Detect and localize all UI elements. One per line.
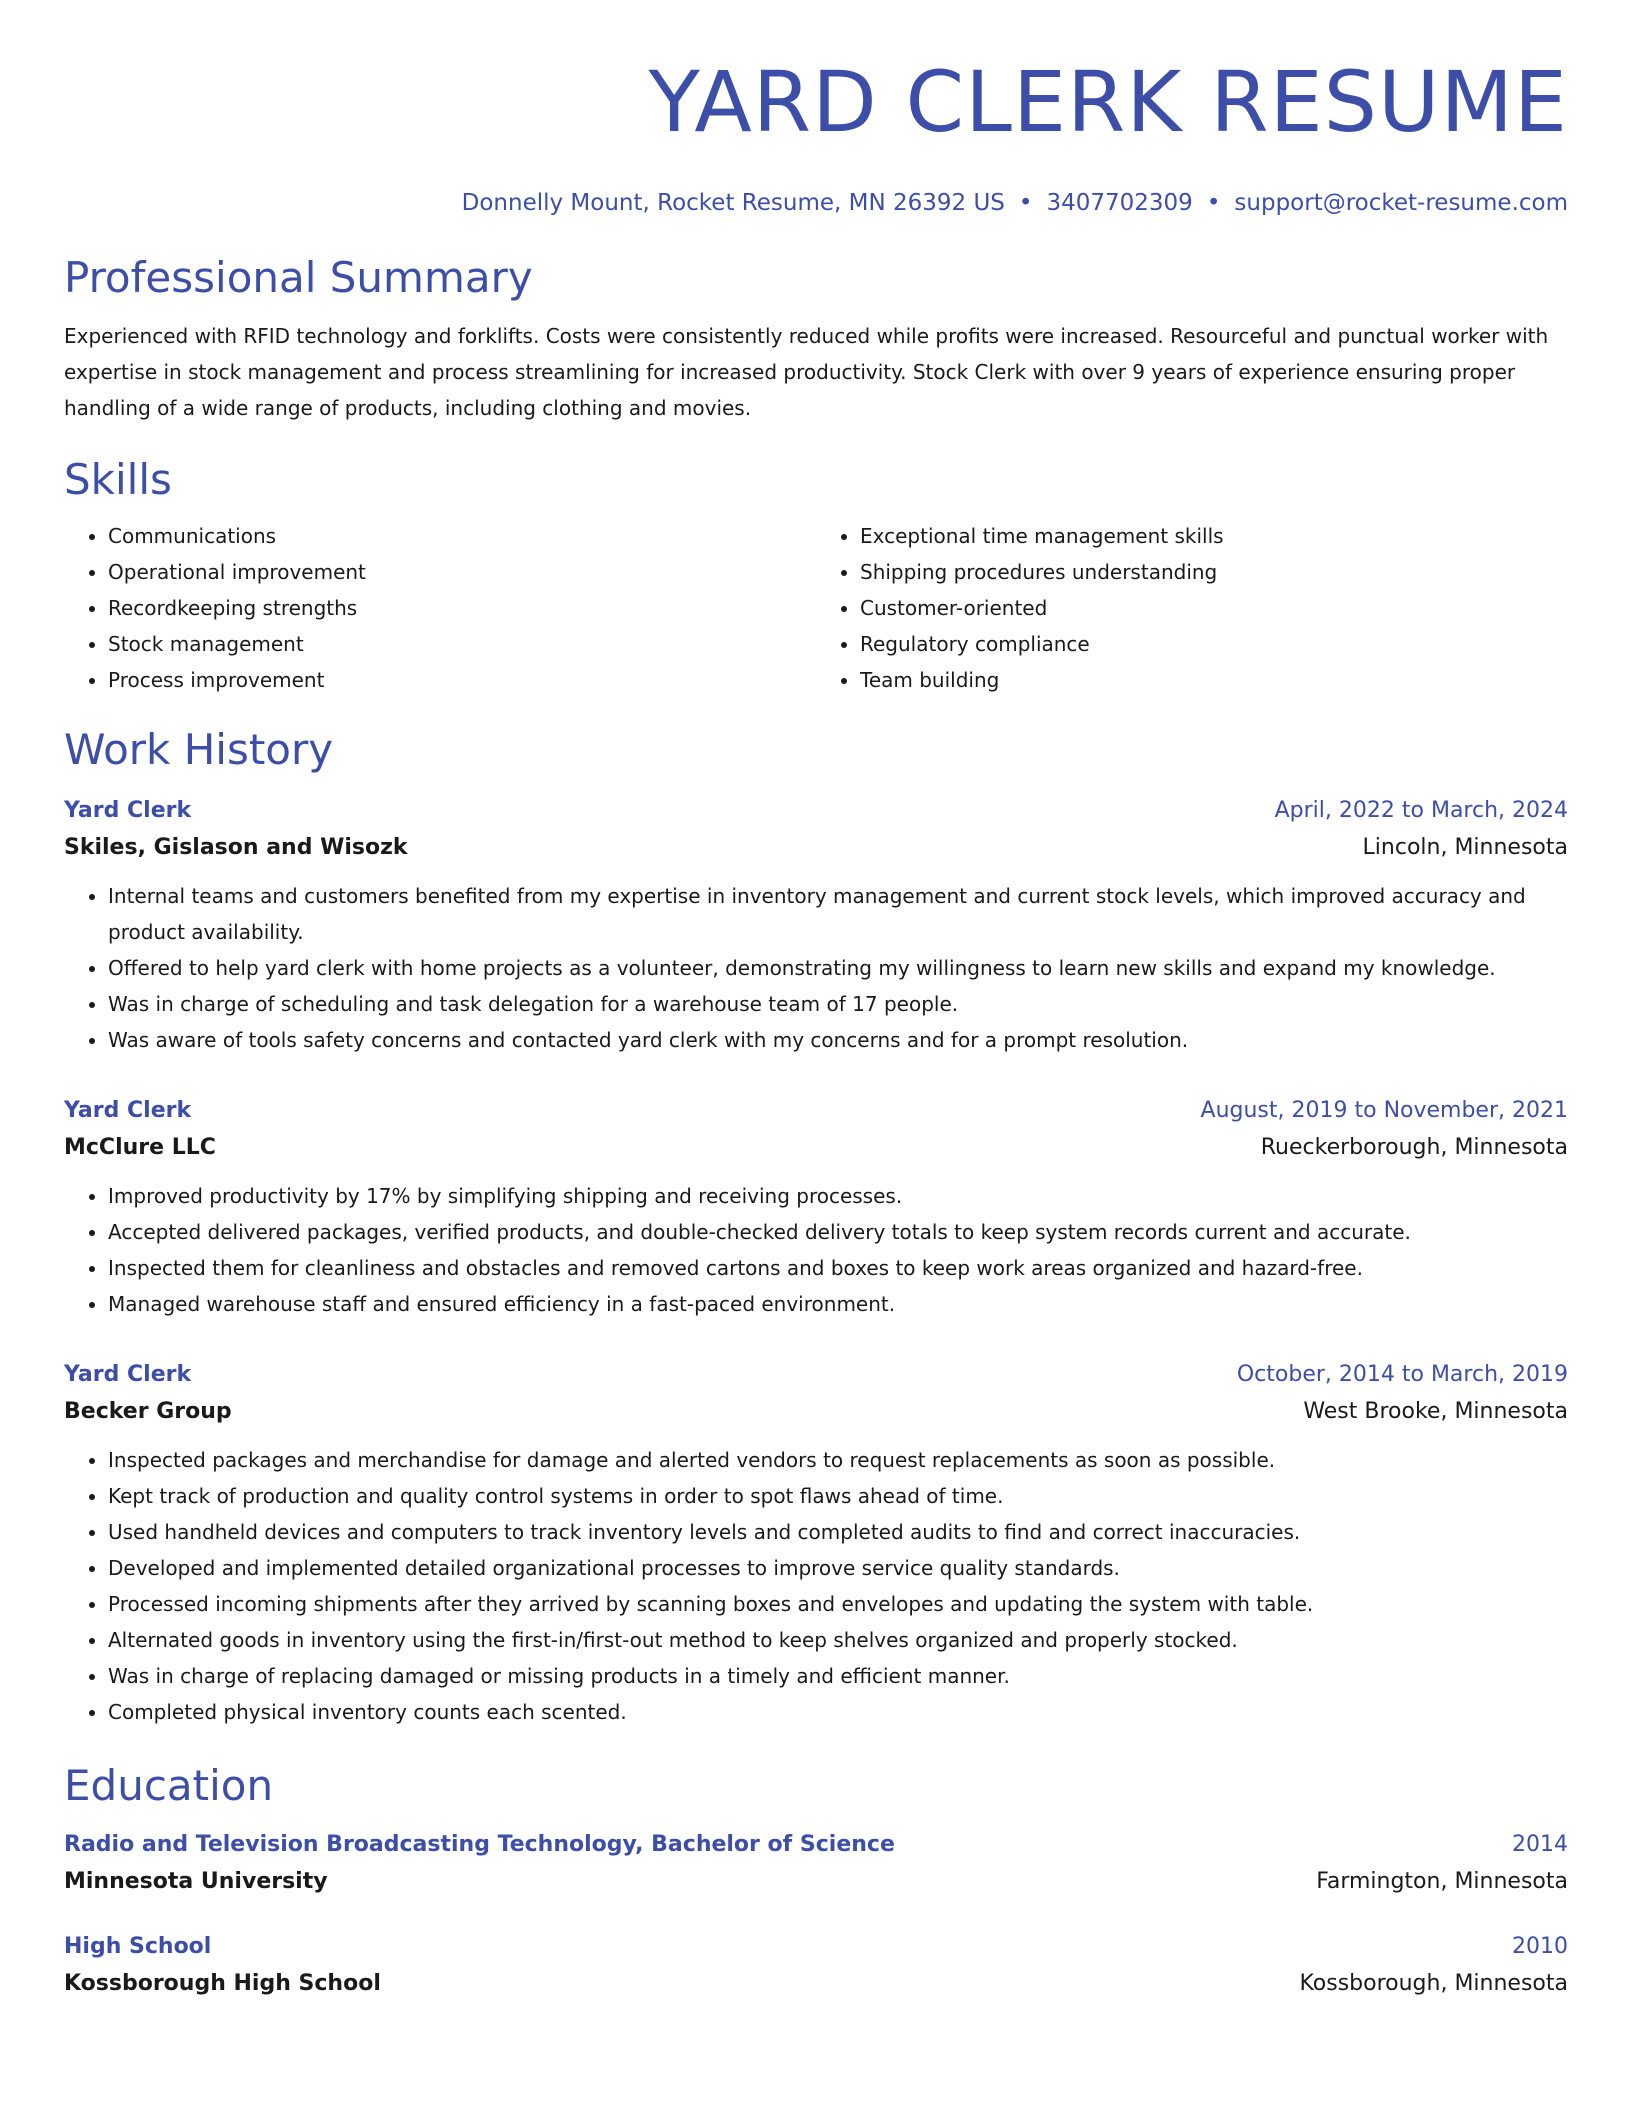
education-degree-row — [64, 1828, 1568, 1862]
contact-phone: 3407702309 — [1046, 190, 1193, 216]
job-bullets — [64, 1178, 1568, 1322]
job-title: Yard Clerk — [64, 798, 192, 823]
job-entry — [64, 1094, 1568, 1322]
job-bullet: • Inspected packages and merchandise for damage and alerted vendors to request replacements as soon as possible. — [108, 1442, 1568, 1478]
job-company: McClure LLC — [64, 1135, 216, 1160]
job-bullet: • Completed physical inventory counts each scented. — [108, 1694, 1568, 1730]
resume-header — [64, 52, 1568, 218]
job-location: Lincoln, Minnesota — [1362, 835, 1568, 860]
job-dates: August, 2019 to November, 2021 — [1200, 1098, 1568, 1123]
job-title-row — [64, 1358, 1568, 1392]
skills-section — [64, 454, 1568, 698]
education-school-row — [64, 1964, 1568, 2004]
job-bullet: • Kept track of production and quality control systems in order to spot flaws ahead of time. — [108, 1478, 1568, 1514]
job-bullets — [64, 878, 1568, 1058]
education-school-row — [64, 1862, 1568, 1902]
job-bullet: • Was aware of tools safety concerns and contacted yard clerk with my concerns and for a prompt resolution. — [108, 1022, 1568, 1058]
summary-section — [64, 252, 1568, 426]
summary-heading: Professional Summary — [64, 253, 533, 302]
skill-item: • Stock management — [108, 626, 816, 662]
job-bullet: • Internal teams and customers benefited from my expertise in inventory management and current stock levels, which improved accuracy and product availability. — [108, 878, 1568, 950]
job-bullet: • Managed warehouse staff and ensured efficiency in a fast-paced environment. — [108, 1286, 1568, 1322]
contact-address: Donnelly Mount, Rocket Resume, MN 26392 US — [461, 190, 1005, 216]
contact-line — [64, 188, 1568, 218]
job-company-row — [64, 828, 1568, 868]
job-bullet: • Alternated goods in inventory using the first-in/first-out method to keep shelves organized and properly stocked. — [108, 1622, 1568, 1658]
education-location: Farmington, Minnesota — [1316, 1869, 1568, 1894]
job-dates: October, 2014 to March, 2019 — [1236, 1362, 1568, 1387]
job-bullets — [64, 1442, 1568, 1730]
education-entry — [64, 1828, 1568, 1902]
skill-item: • Team building — [860, 662, 1568, 698]
job-company: Skiles, Gislason and Wisozk — [64, 835, 408, 860]
education-heading: Education — [64, 1761, 274, 1810]
skill-item: • Recordkeeping strengths — [108, 590, 816, 626]
skills-heading: Skills — [64, 455, 172, 504]
skills-grid — [64, 518, 1568, 698]
job-bullet: • Was in charge of replacing damaged or missing products in a timely and efficient manner. — [108, 1658, 1568, 1694]
job-bullet: • Processed incoming shipments after they arrived by scanning boxes and envelopes and updating the system with table. — [108, 1586, 1568, 1622]
skill-item: • Customer-oriented — [860, 590, 1568, 626]
job-location: West Brooke, Minnesota — [1303, 1399, 1568, 1424]
education-location: Kossborough, Minnesota — [1299, 1971, 1568, 1996]
skill-item: • Process improvement — [108, 662, 816, 698]
summary-text: Experienced with RFID technology and forklifts. Costs were consistently reduced while profits were increased. Resourceful and punctual worker with expertise in stock management and process streamlining for increased productivity. Stock Clerk with over 9 years of experience ensuring proper handling of a wide range of products, including clothing and movies. — [64, 324, 1549, 420]
work-history-heading: Work History — [64, 725, 334, 774]
job-bullet: • Inspected them for cleanliness and obstacles and removed cartons and boxes to keep work areas organized and hazard-free. — [108, 1250, 1568, 1286]
education-degree: High School — [64, 1934, 212, 1959]
skill-item: • Regulatory compliance — [860, 626, 1568, 662]
skills-list-left — [64, 518, 816, 698]
job-company-row — [64, 1392, 1568, 1432]
education-year: 2014 — [1512, 1832, 1568, 1857]
education-degree: Radio and Television Broadcasting Technology, Bachelor of Science — [64, 1832, 895, 1857]
resume-title: YARD CLERK RESUME — [648, 53, 1568, 151]
skill-item: • Shipping procedures understanding — [860, 554, 1568, 590]
work-history-section — [64, 724, 1568, 1730]
education-degree-row — [64, 1930, 1568, 1964]
contact-separator: • — [1018, 190, 1033, 216]
job-location: Rueckerborough, Minnesota — [1260, 1135, 1568, 1160]
job-entry — [64, 1358, 1568, 1730]
job-bullet: • Improved productivity by 17% by simplifying shipping and receiving processes. — [108, 1178, 1568, 1214]
skill-item: • Operational improvement — [108, 554, 816, 590]
job-company: Becker Group — [64, 1399, 232, 1424]
education-year: 2010 — [1512, 1934, 1568, 1959]
job-title-row — [64, 1094, 1568, 1128]
job-title: Yard Clerk — [64, 1098, 192, 1123]
education-school: Minnesota University — [64, 1869, 328, 1894]
job-company-row — [64, 1128, 1568, 1168]
skill-item: • Exceptional time management skills — [860, 518, 1568, 554]
contact-separator: • — [1206, 190, 1221, 216]
skills-list-right — [816, 518, 1568, 698]
education-section — [64, 1760, 1568, 2004]
job-title-row — [64, 794, 1568, 828]
job-bullet: • Developed and implemented detailed organizational processes to improve service quality standards. — [108, 1550, 1568, 1586]
contact-email: support@rocket-resume.com — [1234, 190, 1568, 216]
skill-item: • Communications — [108, 518, 816, 554]
job-bullet: • Offered to help yard clerk with home projects as a volunteer, demonstrating my willingness to learn new skills and expand my knowledge. — [108, 950, 1568, 986]
job-entry — [64, 794, 1568, 1058]
education-entry — [64, 1930, 1568, 2004]
job-dates: April, 2022 to March, 2024 — [1274, 798, 1568, 823]
education-school: Kossborough High School — [64, 1971, 381, 1996]
job-bullet: • Accepted delivered packages, verified products, and double-checked delivery totals to keep system records current and accurate. — [108, 1214, 1568, 1250]
job-bullet: • Used handheld devices and computers to track inventory levels and completed audits to find and correct inaccuracies. — [108, 1514, 1568, 1550]
job-title: Yard Clerk — [64, 1362, 192, 1387]
job-bullet: • Was in charge of scheduling and task delegation for a warehouse team of 17 people. — [108, 986, 1568, 1022]
